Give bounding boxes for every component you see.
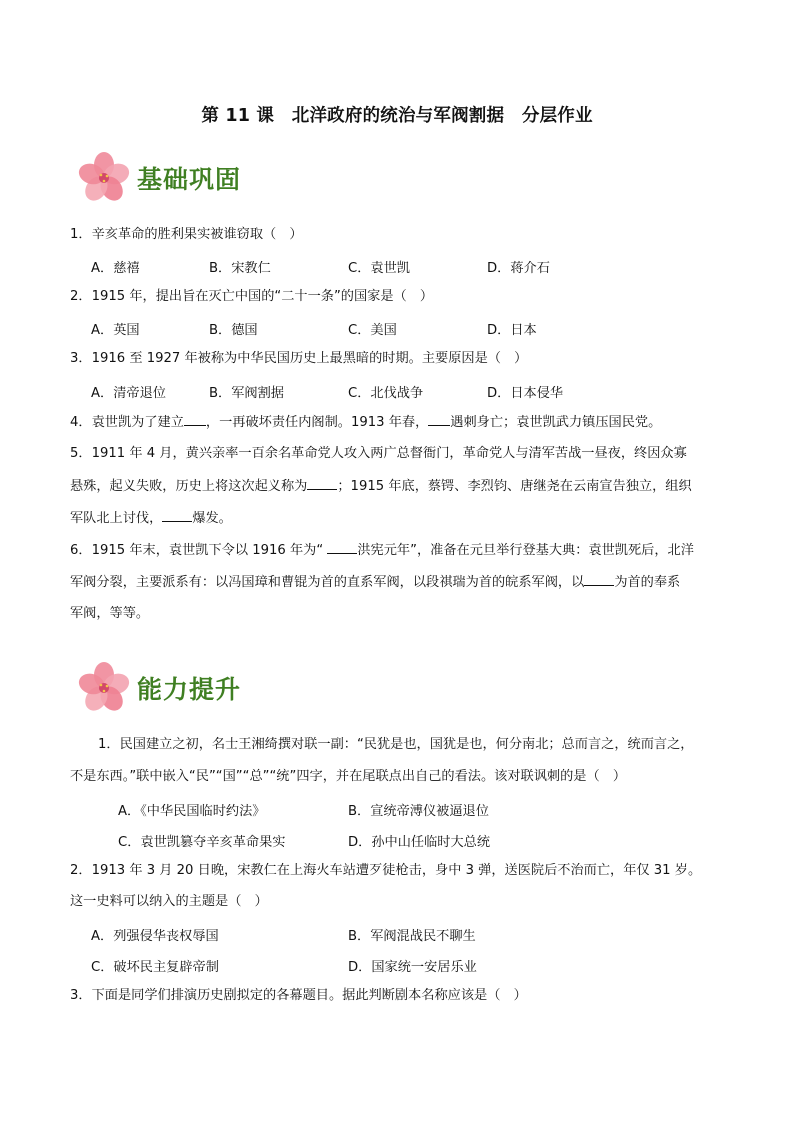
question-6-line [70,573,680,592]
option-c[interactable]: C．北伐战争 [348,386,424,401]
question-6-text: 军阀分裂，主要派系有：以冯国璋和曹锟为首的直系军阀，以段祺瑞为首的皖系军阀，以 [70,575,585,590]
question-9-stem: 3．下面是同学们排演历史剧拟定的各幕题目。据此判断剧本名称应该是（ ） [70,988,527,1003]
option-a[interactable]: A．《中华民国临时约法》 [118,804,266,819]
section-heading-basic [74,150,374,206]
question-5-line [70,509,232,528]
question-2-stem: 2．1915 年，提出旨在灭亡中国的“二十一条”的国家是（ ） [70,289,434,304]
question-1-stem: 1．辛亥革命的胜利果实被谁窃取（ ） [70,227,303,242]
option-b[interactable]: B．军阀割据 [209,386,284,401]
question-3-stem: 3．1916 至 1927 年被称为中华民国历史上最黑暗的时期。主要原因是（ ） [70,351,528,366]
question-5-text: ；1915 年底，蔡锷、李烈钧、唐继尧在云南宣告独立，组织 [337,479,692,494]
question-8-line: 这一史料可以纳入的主题是（ ） [70,894,268,909]
option-a[interactable]: A．清帝退位 [91,386,166,401]
question-4-text: 遇刺身亡；袁世凯武力镇压国民党。 [450,415,662,430]
section-heading-advanced [74,660,374,716]
option-a[interactable]: A．英国 [91,323,140,338]
option-b[interactable]: B．宋教仁 [209,261,271,276]
option-c[interactable]: C．美国 [348,323,397,338]
question-8-line: 2．1913 年 3 月 20 日晚，宋教仁在上海火车站遭歹徒枪击，身中 3 弹，送医院后不治而亡，年仅 31 岁。 [70,863,702,878]
answer-blank[interactable] [184,413,206,426]
option-c[interactable]: C．破坏民主复辟帝制 [91,960,219,975]
question-5-text: 爆发。 [192,511,232,526]
section-title: 基础巩固 [137,165,242,194]
option-d[interactable]: D．日本侵华 [487,386,564,401]
answer-blank[interactable] [428,413,450,426]
option-c[interactable]: C．袁世凯 [348,261,410,276]
option-c[interactable]: C．袁世凯篡夺辛亥革命果实 [118,835,286,850]
flower-icon [74,150,136,206]
option-b[interactable]: B．德国 [209,323,258,338]
question-7-line: 不是东西。”联中嵌入“民”“国”“总”“统”四字，并在尾联点出自己的看法。该对联讽刺的是（ ） [70,769,627,784]
answer-blank[interactable] [584,573,614,586]
option-d[interactable]: D．蒋介石 [487,261,550,276]
question-5-text: 悬殊，起义失败，历史上将这次起义称为 [70,479,308,494]
option-a[interactable]: A．列强侵华丧权辱国 [91,929,219,944]
page-title: 第 11 课 北洋政府的统治与军阀割据 分层作业 [201,106,593,126]
question-4 [70,413,661,432]
question-5-text: 军队北上讨伐， [70,511,163,526]
answer-blank[interactable] [307,477,337,490]
option-d[interactable]: D．日本 [487,323,537,338]
question-6-text: 洪宪元年”，准备在元旦举行登基大典：袁世凯死后，北洋 [357,543,694,558]
question-5-line [70,477,692,496]
option-d[interactable]: D．孙中山任临时大总统 [348,835,491,850]
option-d[interactable]: D．国家统一安居乐业 [348,960,477,975]
option-a[interactable]: A．慈禧 [91,261,140,276]
question-6-line [70,541,694,560]
question-5-line: 5．1911 年 4 月，黄兴亲率一百余名革命党人攻入两广总督衙门，革命党人与清军苦战一昼夜，终因众寡 [70,446,687,461]
section-title: 能力提升 [137,675,242,704]
option-b[interactable]: B．军阀混战民不聊生 [348,929,476,944]
answer-blank[interactable] [327,541,357,554]
question-7-line: 1．民国建立之初，名士王湘绮撰对联一副：“民犹是也，国犹是也，何分南北；总而言之，统而言之， [98,737,694,752]
flower-icon [74,660,136,716]
question-6-text: 6．1915 年末，袁世凯下令以 1916 年为“ [70,543,328,558]
question-6-text: 为首的奉系 [614,575,681,590]
option-b[interactable]: B．宣统帝溥仪被逼退位 [348,804,489,819]
question-4-text: 4．袁世凯为了建立 [70,415,184,430]
question-6-line: 军阀，等等。 [70,606,150,621]
question-4-text: ，一再破坏责任内阁制。1913 年春， [205,415,429,430]
answer-blank[interactable] [162,509,192,522]
